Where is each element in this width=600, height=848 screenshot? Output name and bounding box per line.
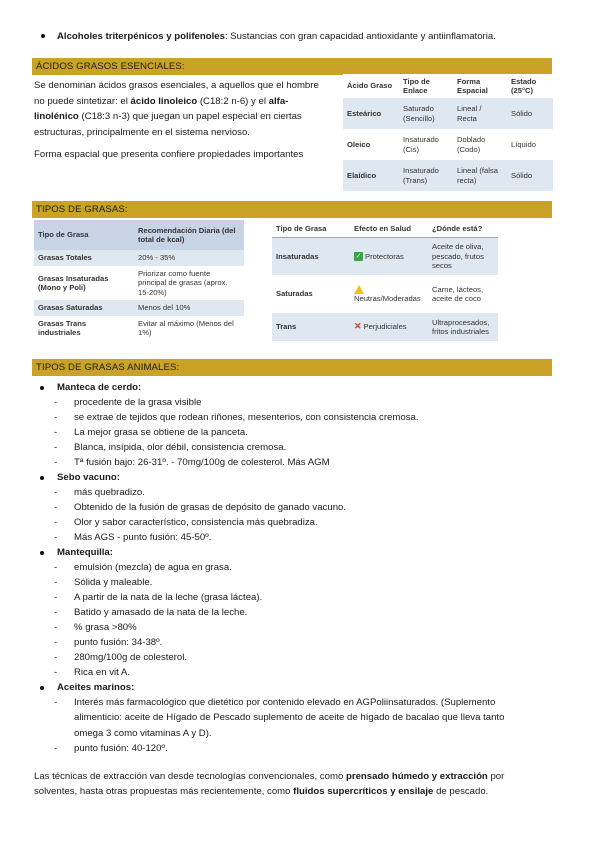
section-title-animales: TIPOS DE GRASAS ANIMALES: [32, 359, 552, 376]
group-title-sebo: Sebo vacuno: [57, 472, 120, 483]
intro-desc: : Sustancias con gran capacidad antioxidante y antiinflamatoria. [224, 31, 496, 42]
bullet [41, 34, 45, 38]
group-title-mantequilla: Mantequilla: [57, 547, 113, 558]
list-item: Blanca, insípida, olor débil, consistencia cremosa. [74, 442, 287, 453]
acidos-line-4: estructuras, principalmente en el sistema nervioso. [34, 126, 250, 138]
tipos-table-recommendation [34, 220, 244, 340]
list-item: Olor y sabor característico, consistencia más quebradiza. [74, 517, 318, 528]
closing-line-2: solventes, hasta otras propuestas más recientemente, como fluidos supercríticos y ensilaje de pescado. [34, 786, 489, 798]
dash: - [54, 487, 58, 498]
table-row: Elaídico Insaturado (Trans) Lineal (falsa recta) Sólido [343, 160, 553, 191]
closing-paragraph [34, 769, 554, 800]
group-title-aceites: Aceites marinos: [57, 682, 135, 693]
table-row: Grasas Insaturadas (Mono y Poli) Priorizar como fuente principal de grasas (aprox. 15-20%) [34, 266, 244, 300]
list-item: Más AGS - punto fusión: 45-50º. [74, 532, 212, 543]
tipos-table-effects [272, 221, 498, 341]
dash: - [54, 697, 58, 708]
dash: - [54, 517, 58, 528]
acidos-line-2: no puede sintetizar: el ácido linoleico (C18:2 n-6) y el alfa- [34, 95, 289, 107]
list-item: Sólida y maleable. [74, 577, 153, 588]
bullet [40, 551, 44, 555]
dash: - [54, 622, 58, 633]
check-icon: ✓ [355, 253, 362, 260]
list-item: Interés más farmacológico que dietético por contenido elevado en AGPoliinsaturados. (Suplemento alimenticio: aceite de Hígado de Pescado suplemento de aceite de hígado de bacalao que lleva tanto omega 3 como vitaminas A y D). [74, 697, 505, 739]
acidos-line-1: Se denominan ácidos grasos esenciales, a aquellos que el hombre [34, 80, 319, 91]
closing-line-1: Las técnicas de extracción van desde tecnologías convencionales, como prensado húmedo y extracción por [34, 771, 505, 782]
dash: - [54, 743, 58, 754]
table-header-row: Tipo de Grasa Efecto en Salud ¿Dónde está? [272, 221, 498, 237]
acidos-paragraph [34, 78, 344, 163]
dash: - [54, 637, 58, 648]
table-row: Saturadas Neutras/Moderadas Carne, lácteos, aceite de coco [272, 275, 498, 313]
table-row: Oleico Insaturado (Cis) Doblado (Codo) Líquido [343, 129, 553, 160]
table-row: Grasas Totales 20% - 35% [34, 250, 244, 266]
bullet [40, 476, 44, 480]
list-item: La mejor grasa se obtiene de la panceta. [74, 427, 248, 438]
list-item: Batido y amasado de la nata de la leche. [74, 607, 248, 618]
acidos-line-3: linolénico (C18:3 n-3) que juegan un papel especial en ciertas [34, 111, 302, 123]
dash: - [54, 667, 58, 678]
dash: - [54, 532, 58, 543]
list-item: Tª fusión bajo: 26-31º. - 70mg/100g de colesterol. Más AGM [74, 457, 330, 468]
dash: - [54, 607, 58, 618]
dash: - [54, 457, 58, 468]
list-item: A partir de la nata de la leche (grasa láctea). [74, 592, 263, 603]
list-item: procedente de la grasa visible [74, 397, 202, 408]
list-item: emulsión (mezcla) de agua en grasa. [74, 562, 232, 573]
list-item: se extrae de tejidos que rodean riñones, mesenterios, con consistencia cremosa. [74, 412, 419, 423]
acidos-table [343, 74, 553, 191]
table-row: Trans ✕ Perjudiciales Ultraprocesados, fritos industriales [272, 313, 498, 341]
list-item: más quebradizo. [74, 487, 145, 498]
bullet [40, 686, 44, 690]
list-item: Rica en vit A. [74, 667, 130, 678]
dash: - [54, 427, 58, 438]
table-row: Grasas Saturadas Menos del 10% [34, 300, 244, 316]
table-row: Esteárico Saturado (Sencillo) Lineal / Recta Sólido [343, 98, 553, 129]
table-row: Insaturadas ✓ Protectoras Aceite de oliva, pescado, frutos secos [272, 237, 498, 275]
section-title-tipos: TIPOS DE GRASAS: [32, 201, 552, 218]
table-header-row: Ácido Graso Tipo de Enlace Forma Espacial Estado (25°C) [343, 74, 553, 98]
dash: - [54, 397, 58, 408]
list-item: punto fusión: 34-38º. [74, 637, 163, 648]
dash: - [54, 577, 58, 588]
section-title-acidos: ÁCIDOS GRASOS ESENCIALES: [32, 58, 552, 75]
dash: - [54, 562, 58, 573]
list-item: Obtenido de la fusión de grasas de depósito de ganado vacuno. [74, 502, 347, 513]
intro-term: Alcoholes triterpénicos y polifenoles [57, 31, 225, 42]
intro-bullet-text [57, 29, 557, 44]
list-item: 280mg/100g de colesterol. [74, 652, 188, 663]
acidos-line-5: Forma espacial que presenta confiere propiedades importantes [34, 149, 304, 161]
table-row: Grasas Trans industriales Evitar al máximo (Menos del 1%) [34, 316, 244, 340]
dash: - [54, 502, 58, 513]
list-item: % grasa >80% [74, 622, 137, 633]
list-item: punto fusión: 40-120º. [74, 743, 168, 754]
group-title-manteca: Manteca de cerdo: [57, 382, 142, 393]
dash: - [54, 652, 58, 663]
bullet [40, 386, 44, 390]
dash: - [54, 412, 58, 423]
table-header-row: Tipo de Grasa Recomendación Diaria (del total de kcal) [34, 220, 244, 250]
dash: - [54, 592, 58, 603]
dash: - [54, 442, 58, 453]
warning-icon [354, 285, 364, 294]
cross-icon: ✕ [354, 321, 362, 332]
